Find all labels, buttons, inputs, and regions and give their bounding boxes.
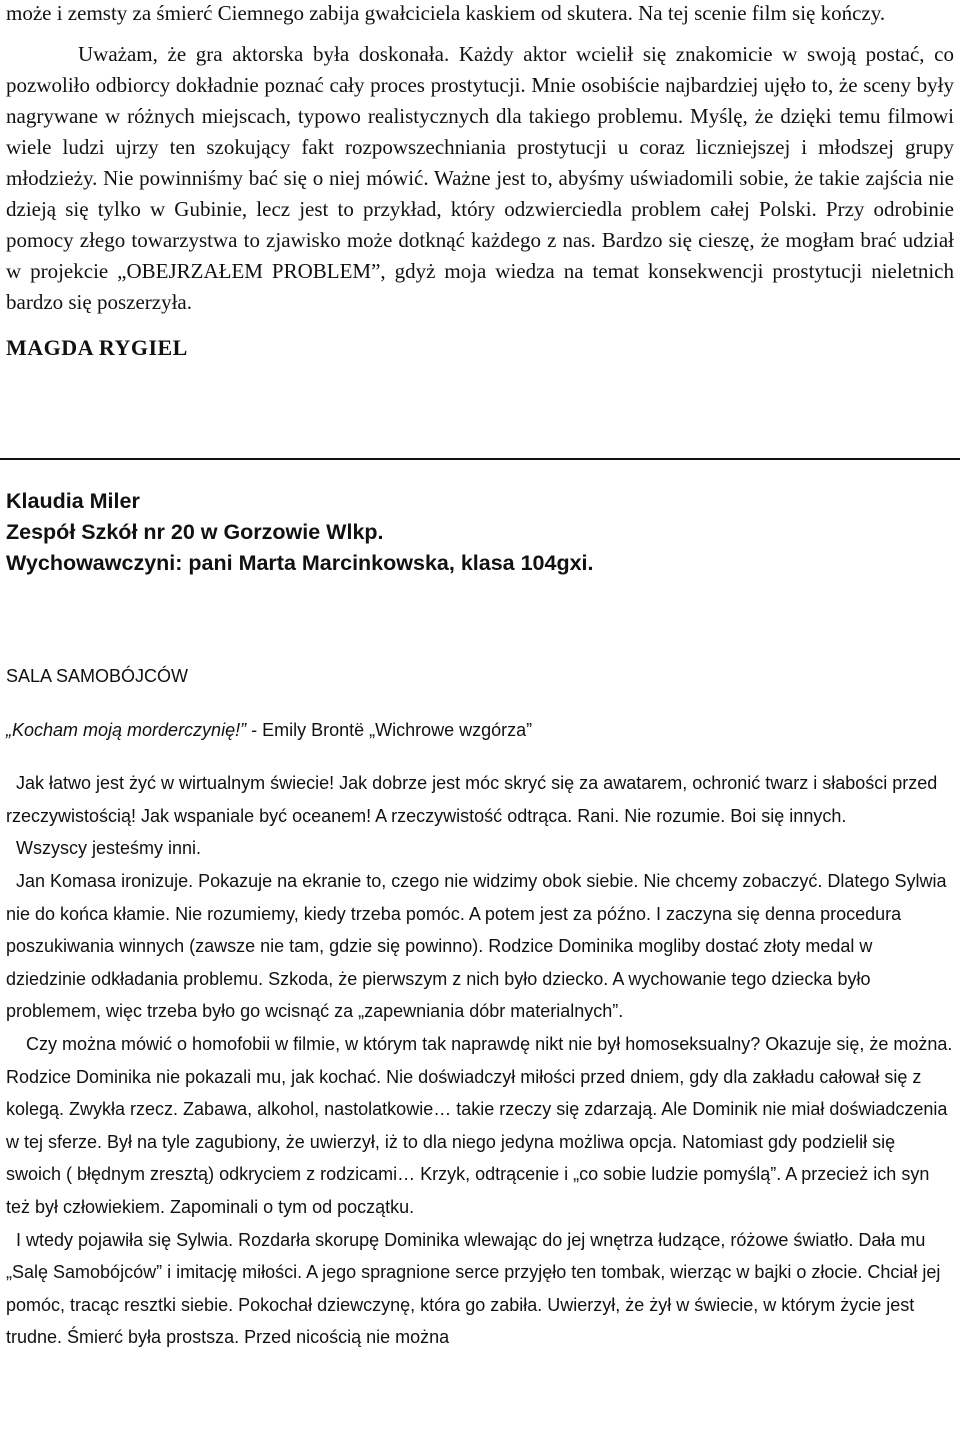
article1-author: MAGDA RYGIEL [6, 335, 188, 360]
school-name: Zespół Szkół nr 20 w Gorzowie Wlkp. [6, 520, 384, 544]
article-title: SALA SAMOBÓJCÓW [6, 666, 189, 686]
article1-section [6, 0, 954, 363]
paragraph-4: Czy można mówić o homofobii w filmie, w którym tak naprawdę nikt nie był homoseksualny? Okazuje się, że można. Rodzice Dominika nie pokazali mu, jak kochać. Nie doświadczył miłości przed dniem, gdy dla zakładu całował się z kolegą. Zwykła rzecz. Zabawa, alkohol, nastolatkowie… takie rzeczy się zdarzają. Ale Dominik nie miał doświadczenia w tej sferze. Był na tyle zagubiony, że uwierzył, iż to dla niego jedyna możliwa opcja. Natomiast gdy podzielił się swoich ( błędnym zresztą) odkryciem z rodzicami… Krzyk, odtrącenie i „co sobie ludzie pomyślą”. A przecież ich syn też był człowiekiem. Zapominali o tym od początku. [6, 1033, 958, 1217]
article2-header [6, 486, 954, 579]
epigraph [6, 714, 954, 747]
article1-intro-text: może i zemsty za śmierć Ciemnego zabija gwałciciela kaskiem od skutera. Na tej scenie film się kończy. [6, 1, 886, 25]
section-divider [0, 458, 960, 460]
article2-section [6, 660, 958, 1354]
epigraph-quote: „Kocham moją morderczynię!” [6, 719, 247, 740]
author-name: Klaudia Miler [6, 489, 140, 513]
paragraph-5: I wtedy pojawiła się Sylwia. Rozdarła skorupę Dominika wlewając do jej wnętrza łudzące, różowe światło. Dała mu „Salę Samobójców” i imitację miłości. A jego spragnione serce przyjęło ten tombak, wierząc w bajki o złocie. Chciał jej pomóc, tracąc resztki siebie. Pokochał dziewczynę, która go zabiła. Uwierzył, że żył w świecie, w którym życie jest trudne. Śmierć była prostsza. Przed nicością nie można [6, 1229, 946, 1348]
teacher-info: Wychowawczyni: pani Marta Marcinkowska, klasa 104gxi. [6, 551, 594, 575]
epigraph-source: - Emily Brontë „Wichrowe wzgórza” [246, 719, 533, 740]
paragraph-1: Jak łatwo jest żyć w wirtualnym świecie! Jak dobrze jest móc skryć się za awatarem, ochronić twarz i słabości przed rzeczywistością! Jak wspaniale być oceanem! A rzeczywistość odtrąca. Rani. Nie rozumie. Boi się innych. [6, 773, 943, 826]
paragraph-2: Wszyscy jesteśmy inni. [6, 838, 202, 859]
article1-paragraph: Uważam, że gra aktorska była doskonała. Każdy aktor wcielił się znakomicie w swoją postać, co pozwoliło odbiorcy dokładnie poznać cały proces prostytucji. Mnie osobiście najbardziej ujęło to, że sceny były nagrywane w różnych miejscach, typowo realistycznych dla takiego problemu. Myślę, że dzięki temu filmowi wiele ludzi ujrzy ten szokujący fakt rozpowszechniania prostytucji u coraz liczniejszej i młodszej grupy młodzieży. Nie powinniśmy bać się o niej mówić. Ważne jest to, abyśmy uświadomili sobie, że takie zajścia nie dzieją się tylko w Gubinie, lecz jest to przykład, który odzwierciedla problem całej Polski. Przy odrobinie pomocy złego towarzystwa to zjawisko może dotknąć każdego z nas. Bardzo się cieszę, że mogłam brać udział w projekcie „OBEJRZAŁEM PROBLEM”, gdyż moja wiedza na temat konsekwencji prostytucji nieletnich bardzo się poszerzyła. [6, 42, 954, 314]
paragraph-3: Jan Komasa ironizuje. Pokazuje na ekranie to, czego nie widzimy obok siebie. Nie chcemy zobaczyć. Dlatego Sylwia nie do końca kłamie. Nie rozumiemy, kiedy trzeba pomóc. A potem jest za późno. I zaczyna się denna procedura poszukiwania winnych (zawsze nie tam, gdzie się powinno). Rodzice Dominika mogliby dostać złoty medal w dziedzinie odkładania problemu. Szkoda, że pierwszym z nich było dziecko. A wychowanie tego dziecka było problemem, więc trzeba było go wcisnąć za „zapewniania dóbr materialnych”. [6, 870, 952, 1022]
